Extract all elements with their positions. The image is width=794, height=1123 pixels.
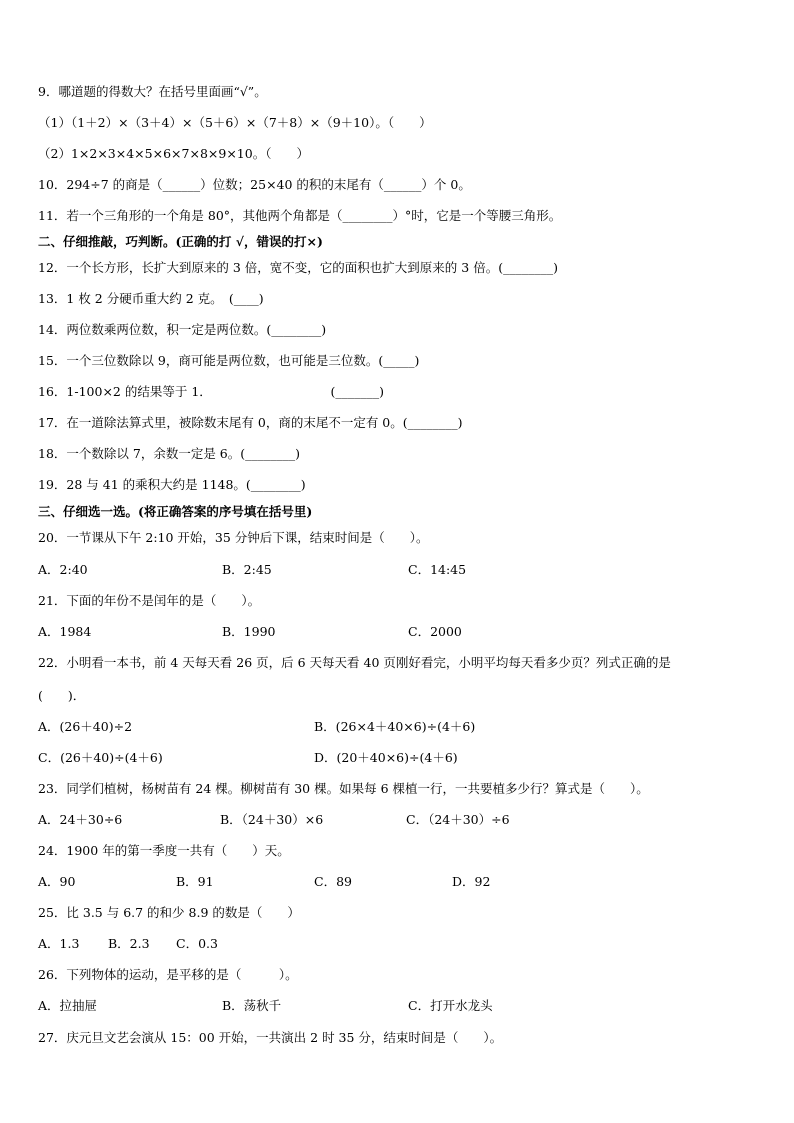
question-24-options (38, 874, 758, 890)
question-26: 26．下列物体的运动，是平移的是（ ）。 (38, 967, 298, 982)
option-c: C．2000 (408, 624, 462, 639)
option-c: C．0.3 (176, 936, 218, 951)
question-25-options (38, 936, 758, 952)
option-a: A．(26＋40)÷2 (38, 719, 133, 734)
question-22-options-row-1 (38, 719, 758, 735)
option-b: B．2:45 (222, 562, 272, 577)
question-9-part-2: （2）1×2×3×4×5×6×7×8×9×10。（ ） (38, 146, 309, 161)
question-25: 25．比 3.5 与 6.7 的和少 8.9 的数是（ ） (38, 905, 300, 920)
question-13: 13．1 枚 2 分硬币重大约 2 克。 (____) (38, 291, 264, 306)
question-10: 10．294÷7 的商是（______）位数；25×40 的积的末尾有（______）个 0。 (38, 177, 471, 192)
question-22-options-row-2 (38, 750, 758, 766)
option-d: D．92 (452, 874, 491, 889)
option-a: A．24＋30÷6 (38, 812, 123, 827)
question-22: 22．小明看一本书，前 4 天每天看 26 页，后 6 天每天看 40 页刚好看完，小明平均每天看多少页？列式正确的是 (38, 655, 671, 670)
option-b: B．荡秋千 (222, 998, 282, 1013)
question-21: 21．下面的年份不是闰年的是（ ）。 (38, 593, 261, 608)
question-9: 9．哪道题的得数大？在括号里面画“√”。 (38, 84, 267, 99)
option-a: A．拉抽屉 (38, 998, 98, 1013)
option-d: D．(20＋40×6)÷(4＋6) (314, 750, 458, 765)
question-14: 14．两位数乘两位数，积一定是两位数。(________) (38, 322, 327, 337)
question-11: 11．若一个三角形的一个角是 80°，其他两个角都是（________）°时，它是一个等腰三角形。 (38, 208, 562, 223)
option-c: C．14:45 (408, 562, 467, 577)
section-3-heading: 三、仔细选一选。(将正确答案的序号填在括号里) (38, 504, 313, 519)
option-c: C．（24＋30）÷6 (406, 812, 510, 827)
question-12: 12．一个长方形，长扩大到原来的 3 倍，宽不变，它的面积也扩大到原来的 3 倍。(________) (38, 260, 558, 275)
question-21-options (38, 624, 758, 640)
section-2-heading: 二、仔细推敲，巧判断。(正确的打 √，错误的打×) (38, 234, 323, 249)
question-15: 15．一个三位数除以 9，商可能是两位数，也可能是三位数。(_____) (38, 353, 420, 368)
question-9-part-1: （1）（1＋2）×（3＋4）×（5＋6）×（7＋8）×（9＋10）。（ ） (38, 115, 432, 130)
question-20: 20．一节课从下午 2:10 开始，35 分钟后下课，结束时间是（ ）。 (38, 530, 429, 545)
question-17: 17．在一道除法算式里，被除数末尾有 0，商的末尾不一定有 0。(________) (38, 415, 463, 430)
question-27: 27．庆元旦文艺会演从 15：00 开始，一共演出 2 时 35 分，结束时间是（ ）。 (38, 1030, 503, 1045)
question-24: 24．1900 年的第一季度一共有（ ）天。 (38, 843, 290, 858)
question-20-options (38, 562, 758, 578)
option-b: B．2.3 (108, 936, 150, 951)
option-a: A．1.3 (38, 936, 80, 951)
option-a: A．90 (38, 874, 76, 889)
question-16: 16．1-100×2 的结果等于 1． (_______) (38, 384, 385, 399)
question-18: 18．一个数除以 7，余数一定是 6。(________) (38, 446, 301, 461)
option-b: B．（24＋30）×6 (220, 812, 324, 827)
option-c: C．89 (314, 874, 352, 889)
question-19: 19．28 与 41 的乘积大约是 1148。(________) (38, 477, 306, 492)
option-c: C．打开水龙头 (408, 998, 493, 1013)
option-a: A．2:40 (38, 562, 88, 577)
option-a: A．1984 (38, 624, 92, 639)
question-26-options (38, 998, 758, 1014)
question-23-options (38, 812, 758, 828)
question-23: 23．同学们植树，杨树苗有 24 棵。柳树苗有 30 棵。如果每 6 棵植一行，一共要植多少行？算式是（ ）。 (38, 781, 649, 796)
option-b: B．91 (176, 874, 214, 889)
option-b: B．1990 (222, 624, 276, 639)
option-c: C．(26＋40)÷(4＋6) (38, 750, 163, 765)
question-22-continued: ( )． (38, 688, 86, 703)
option-b: B．(26×4＋40×6)÷(4＋6) (314, 719, 476, 734)
